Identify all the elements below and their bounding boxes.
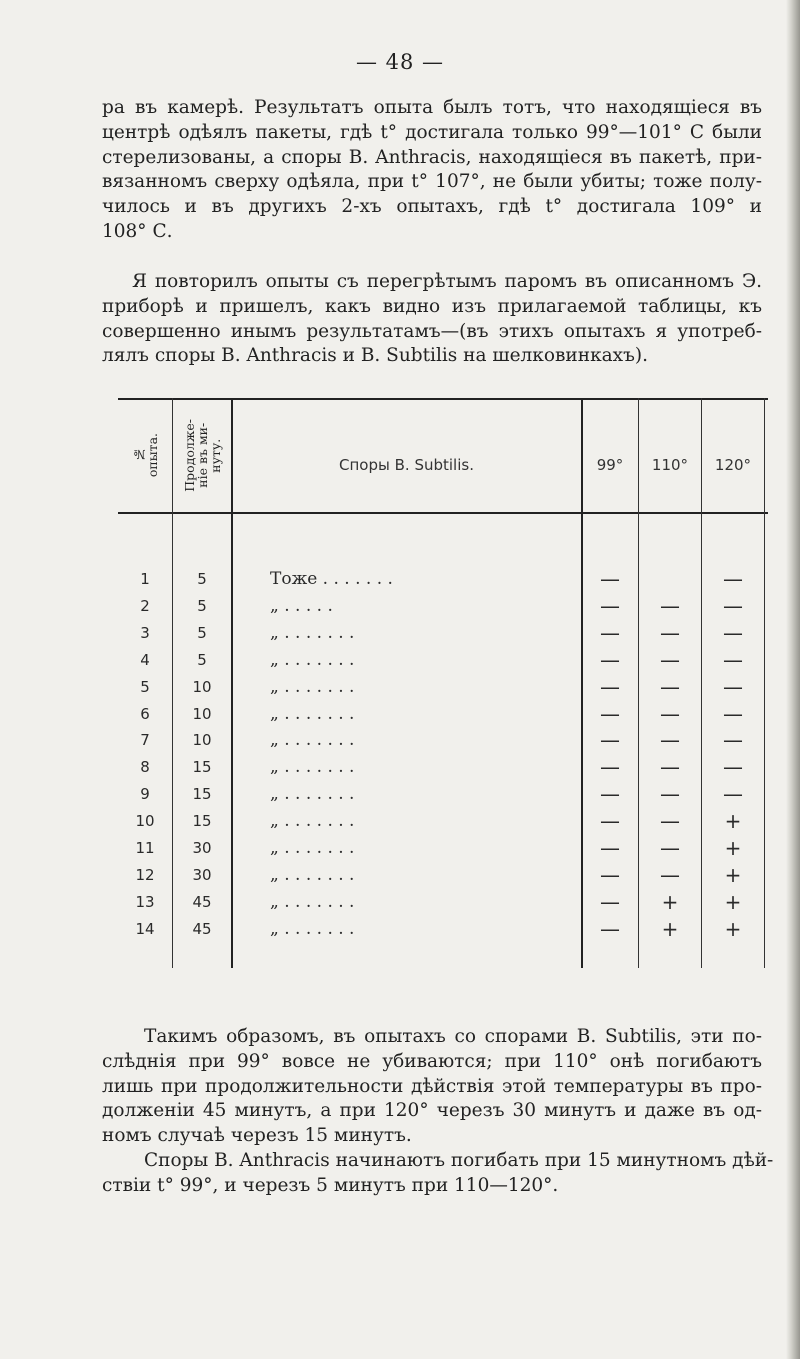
header-99: 99° (596, 456, 624, 474)
table-cell-num: 5 (140, 677, 150, 696)
table-cell-c99: — (600, 916, 620, 941)
page-number: — 48 — (355, 50, 445, 74)
text-line: ра въ камерѣ. Результатъ опыта былъ тотъ, что находящіеся въ (102, 97, 762, 118)
table-cell-min: 15 (192, 812, 212, 831)
text-line: 108° С. (102, 220, 173, 242)
table-cell-desc: „ . . . . . . . (270, 730, 355, 751)
text-line: центрѣ одѣялъ пакеты, гдѣ t° достигала только 99°—101° С были (102, 121, 762, 143)
table-cell-c110: — (660, 755, 680, 780)
table-cell-num: 11 (135, 839, 155, 857)
table-cell-c110: — (660, 862, 680, 887)
table-cell-desc: „ . . . . . . . (270, 649, 355, 670)
header-110: 110° (651, 456, 689, 474)
table-cell-min: 30 (192, 865, 212, 884)
table-cell-num: 3 (140, 623, 150, 642)
table-cell-c99: — (600, 620, 620, 645)
table-cell-min: 10 (192, 677, 212, 696)
table-cell-min: 45 (192, 892, 212, 911)
table-cell-c110: — (660, 674, 680, 699)
table-cell-c110: — (660, 782, 680, 807)
table-cell-desc: „ . . . . . . . (270, 891, 355, 912)
text-line: совершенно инымъ результатамъ—(въ этихъ опытахъ я употреб- (102, 320, 762, 342)
binding-edge (786, 0, 800, 1359)
table-cell-min: 5 (197, 650, 207, 669)
table-cell-c110: + (661, 916, 679, 941)
table-cell-c99: — (600, 647, 620, 672)
table-cell-min: 10 (192, 704, 212, 723)
table-cell-c99: — (600, 862, 620, 887)
results-table (118, 398, 768, 968)
table-cell-num: 1 (140, 570, 150, 588)
table-cell-num: 8 (140, 758, 150, 777)
table-cell-c110: — (660, 593, 680, 618)
table-cell-num: 2 (140, 596, 150, 615)
text-line: чилось и въ другихъ 2-хъ опытахъ, гдѣ t° достигала 109° и (102, 196, 762, 218)
table-cell-c120: — (723, 567, 743, 591)
table-cell-min: 15 (192, 785, 212, 804)
table-cell-c99: — (600, 701, 620, 726)
header-experiment-number (120, 400, 172, 510)
table-cell-c120: — (723, 620, 743, 645)
text-line: стерелизованы, а споры В. Anthracis, находящіеся въ пакетѣ, при- (102, 146, 762, 168)
table-cell-num: 10 (135, 812, 155, 831)
text-line: вязанномъ сверху одѣяла, при t° 107°, не были убиты; тоже полу- (102, 171, 762, 193)
table-cell-c99: — (600, 836, 620, 860)
table-cell-num: 13 (135, 892, 155, 911)
table-cell-c99: — (600, 889, 620, 914)
table-cell-c120: + (724, 916, 742, 941)
table-cell-num: 4 (140, 650, 150, 669)
table-cell-desc: „ . . . . . . . (270, 757, 355, 778)
table-cell-min: 5 (197, 570, 207, 588)
table-cell-c99: — (600, 782, 620, 807)
table-header-rule (118, 512, 768, 514)
table-cell-num: 12 (135, 865, 155, 884)
column-divider (231, 398, 233, 968)
header-spores: Споры В. Subtilis. (339, 456, 474, 474)
header-experiment-number-text: № опыта. (132, 432, 160, 478)
table-cell-c120: — (723, 755, 743, 780)
table-cell-min: 5 (197, 596, 207, 615)
table-cell-c99: — (600, 755, 620, 780)
table-cell-num: 6 (140, 704, 150, 723)
table-cell-c120: + (724, 836, 742, 860)
header-duration (173, 400, 231, 510)
table-cell-c110: — (660, 620, 680, 645)
table-cell-c99: — (600, 567, 620, 591)
table-cell-c120: — (723, 701, 743, 726)
table-cell-desc: „ . . . . . . . (270, 918, 355, 939)
table-cell-c120: — (723, 674, 743, 699)
table-cell-desc: „ . . . . . . . (270, 676, 355, 697)
table-cell-desc: „ . . . . . . . (270, 703, 355, 724)
text-line: ствіи t° 99°, и черезъ 5 минутъ при 110—120°. (102, 1174, 559, 1196)
header-120: 120° (714, 456, 752, 474)
table-cell-min: 45 (192, 919, 212, 938)
table-cell-c99: — (600, 674, 620, 699)
text-line: приборѣ и пришелъ, какъ видно изъ прилагаемой таблицы, къ (102, 295, 762, 317)
paragraph-1 (102, 96, 762, 245)
text-line: лялъ споры В. Anthracis и В. Subtilis на шелковинкахъ). (102, 345, 648, 367)
table-cell-num: 14 (135, 919, 155, 938)
table-cell-c120: — (723, 593, 743, 618)
table-cell-desc: „ . . . . . . . (270, 622, 355, 643)
table-cell-num: 9 (140, 785, 150, 804)
table-cell-c120: — (723, 782, 743, 807)
table-cell-c99: — (600, 593, 620, 618)
table-cell-min: 5 (197, 623, 207, 642)
table-cell-min: 30 (192, 839, 212, 857)
paragraph-3 (102, 1025, 774, 1199)
table-cell-c110: — (660, 647, 680, 672)
table-cell-num: 7 (140, 731, 150, 750)
text-line: долженіи 45 минутъ, а при 120° черезъ 30 минутъ и даже въ од- (102, 1100, 762, 1122)
table-cell-desc: „ . . . . . (270, 595, 333, 616)
text-line: лишь при продолжительности дѣйствія этой температуры въ про- (102, 1075, 762, 1097)
table-cell-c110: — (660, 701, 680, 726)
table-cell-c120: — (723, 647, 743, 672)
table-cell-min: 10 (192, 731, 212, 750)
table-cell-desc: „ . . . . . . . (270, 784, 355, 805)
text-line: слѣднія при 99° вовсе не убиваются; при 110° онѣ погибаютъ (102, 1050, 762, 1072)
table-cell-c99: — (600, 728, 620, 753)
table-cell-min: 15 (192, 758, 212, 777)
text-line: Я повторилъ опыты съ перегрѣтымъ паромъ въ описанномъ Э. (132, 271, 762, 292)
table-cell-c120: + (724, 889, 742, 914)
table-cell-desc: Тоже . . . . . . . (270, 569, 393, 589)
table-cell-c110: — (660, 728, 680, 753)
text-line: номъ случаѣ черезъ 15 минутъ. (102, 1125, 412, 1147)
table-cell-c110: — (660, 836, 680, 860)
column-divider (764, 398, 765, 968)
table-cell-c110 (639, 566, 701, 592)
text-line: Такимъ образомъ, въ опытахъ со спорами В. Subtilis, эти по- (144, 1026, 762, 1047)
table-cell-desc: „ . . . . . . . (270, 864, 355, 885)
table-cell-desc: „ . . . . . . . (270, 838, 355, 858)
table-cell-c120: — (723, 728, 743, 753)
table-cell-c110: + (661, 889, 679, 914)
table-cell-desc: „ . . . . . . . (270, 811, 355, 832)
table-cell-c120: + (724, 862, 742, 887)
table-cell-c120: + (724, 809, 742, 834)
text-line: Споры В. Anthracis начинаютъ погибать при 15 минутномъ дѣй- (144, 1149, 774, 1171)
header-duration-text: Продолже- ніе въ ми- нуту. (181, 418, 223, 492)
table-cell-c99: — (600, 809, 620, 834)
table-cell-c110: — (660, 809, 680, 834)
paragraph-2 (102, 270, 762, 369)
